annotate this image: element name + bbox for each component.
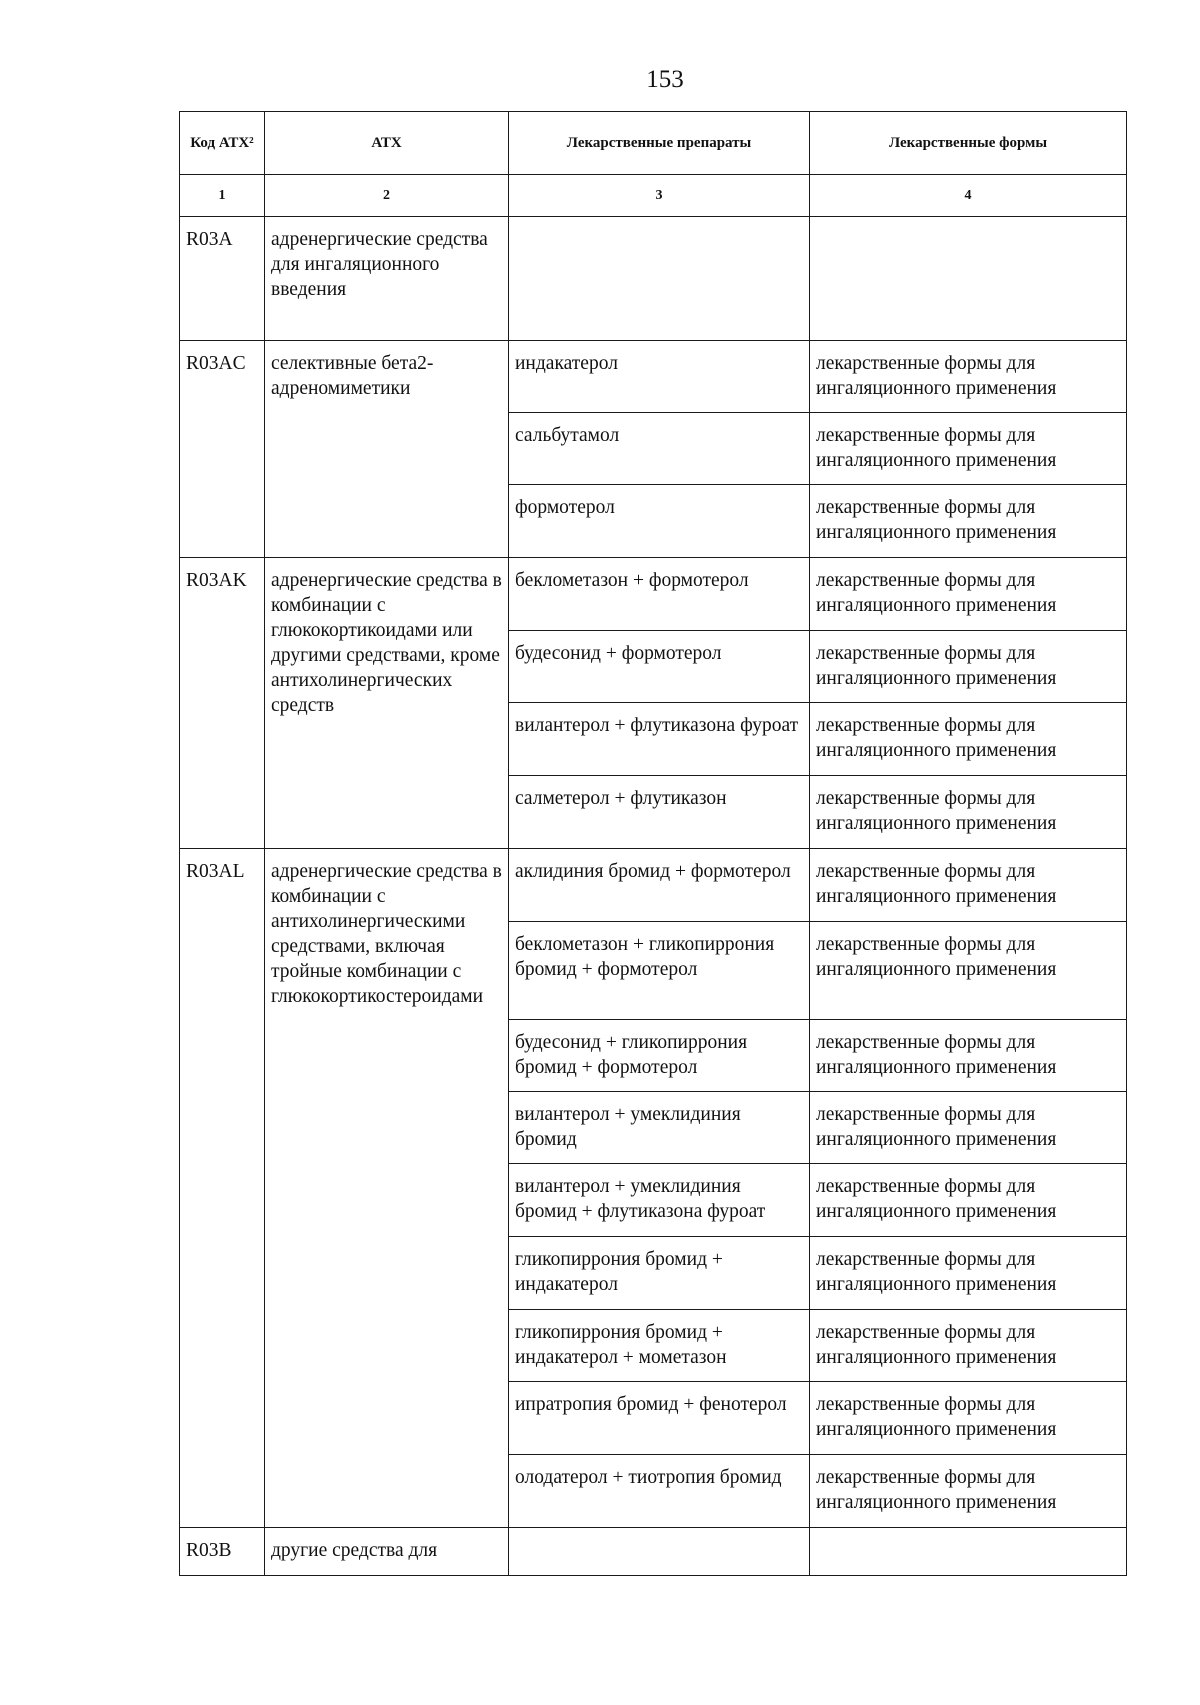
dosage-form-cell [810, 1528, 1127, 1576]
drug-cell: вилантерол + флутиказона фуроат [509, 703, 810, 776]
atx-name-cell: другие средства для [265, 1528, 509, 1576]
dosage-form-cell: лекарственные формы для ингаляционного применения [810, 1382, 1127, 1455]
atx-name-cell: адренергические средства в комбинации с глюкокортикоидами или другими средствами, кроме антихолинергических средств [265, 558, 509, 849]
dosage-form-cell: лекарственные формы для ингаляционного применения [810, 485, 1127, 558]
drug-cell: салметерол + флутиказон [509, 776, 810, 849]
dosage-form-cell: лекарственные формы для ингаляционного применения [810, 1092, 1127, 1164]
dosage-form-cell: лекарственные формы для ингаляционного применения [810, 849, 1127, 922]
drug-cell: гликопиррония бромид + индакатерол [509, 1237, 810, 1310]
drug-cell: вилантерол + умеклидиния бромид [509, 1092, 810, 1164]
dosage-form-cell: лекарственные формы для ингаляционного применения [810, 341, 1127, 413]
header-drugs: Лекарственные препараты [509, 112, 810, 175]
drug-cell: беклометазон + гликопиррония бромид + формотерол [509, 922, 810, 1020]
table-row [180, 849, 1127, 922]
drug-cell [509, 1528, 810, 1576]
dosage-form-cell: лекарственные формы для ингаляционного применения [810, 631, 1127, 703]
header-forms: Лекарственные формы [810, 112, 1127, 175]
column-number: 2 [265, 175, 509, 217]
dosage-form-cell: лекарственные формы для ингаляционного применения [810, 776, 1127, 849]
dosage-form-cell: лекарственные формы для ингаляционного применения [810, 558, 1127, 631]
drug-cell: гликопиррония бромид + индакатерол + мометазон [509, 1310, 810, 1382]
atx-code-cell: R03AC [180, 341, 265, 558]
drug-cell: будесонид + формотерол [509, 631, 810, 703]
table-row [180, 1528, 1127, 1576]
atx-code-cell: R03B [180, 1528, 265, 1576]
atx-code-cell: R03AK [180, 558, 265, 849]
drug-cell: олодатерол + тиотропия бромид [509, 1455, 810, 1528]
atx-code-cell: R03AL [180, 849, 265, 1528]
table-row [180, 558, 1127, 631]
column-number: 1 [180, 175, 265, 217]
column-number: 4 [810, 175, 1127, 217]
drug-cell: формотерол [509, 485, 810, 558]
dosage-form-cell: лекарственные формы для ингаляционного применения [810, 1310, 1127, 1382]
dosage-form-cell: лекарственные формы для ингаляционного применения [810, 1020, 1127, 1092]
atx-table [179, 111, 1127, 1576]
dosage-form-cell: лекарственные формы для ингаляционного применения [810, 1455, 1127, 1528]
dosage-form-cell: лекарственные формы для ингаляционного применения [810, 413, 1127, 485]
table-row [180, 341, 1127, 413]
atx-name-cell: адренергические средства для ингаляционного введения [265, 217, 509, 341]
column-number: 3 [509, 175, 810, 217]
dosage-form-cell: лекарственные формы для ингаляционного применения [810, 1237, 1127, 1310]
drug-cell: будесонид + гликопиррония бромид + формотерол [509, 1020, 810, 1092]
dosage-form-cell: лекарственные формы для ингаляционного применения [810, 1164, 1127, 1237]
table-header-row [180, 112, 1127, 175]
drug-cell: индакатерол [509, 341, 810, 413]
drug-cell: ипратропия бромид + фенотерол [509, 1382, 810, 1455]
drug-cell [509, 217, 810, 341]
drug-cell: сальбутамол [509, 413, 810, 485]
atx-name-cell: адренергические средства в комбинации с антихолинергическими средствами, включая тройные комбинации с глюкокортикостероидами [265, 849, 509, 1528]
atx-code-cell: R03A [180, 217, 265, 341]
dosage-form-cell [810, 217, 1127, 341]
drug-cell: аклидиния бромид + формотерол [509, 849, 810, 922]
table-body [180, 217, 1127, 1576]
column-number-row [180, 175, 1127, 217]
header-code: Код АТХ² [180, 112, 265, 175]
header-atx: АТХ [265, 112, 509, 175]
dosage-form-cell: лекарственные формы для ингаляционного применения [810, 922, 1127, 1020]
dosage-form-cell: лекарственные формы для ингаляционного применения [810, 703, 1127, 776]
page-number: 153 [646, 66, 684, 93]
atx-name-cell: селективные бета2-адреномиметики [265, 341, 509, 558]
drug-cell: беклометазон + формотерол [509, 558, 810, 631]
drug-cell: вилантерол + умеклидиния бромид + флутиказона фуроат [509, 1164, 810, 1237]
table-row [180, 217, 1127, 341]
